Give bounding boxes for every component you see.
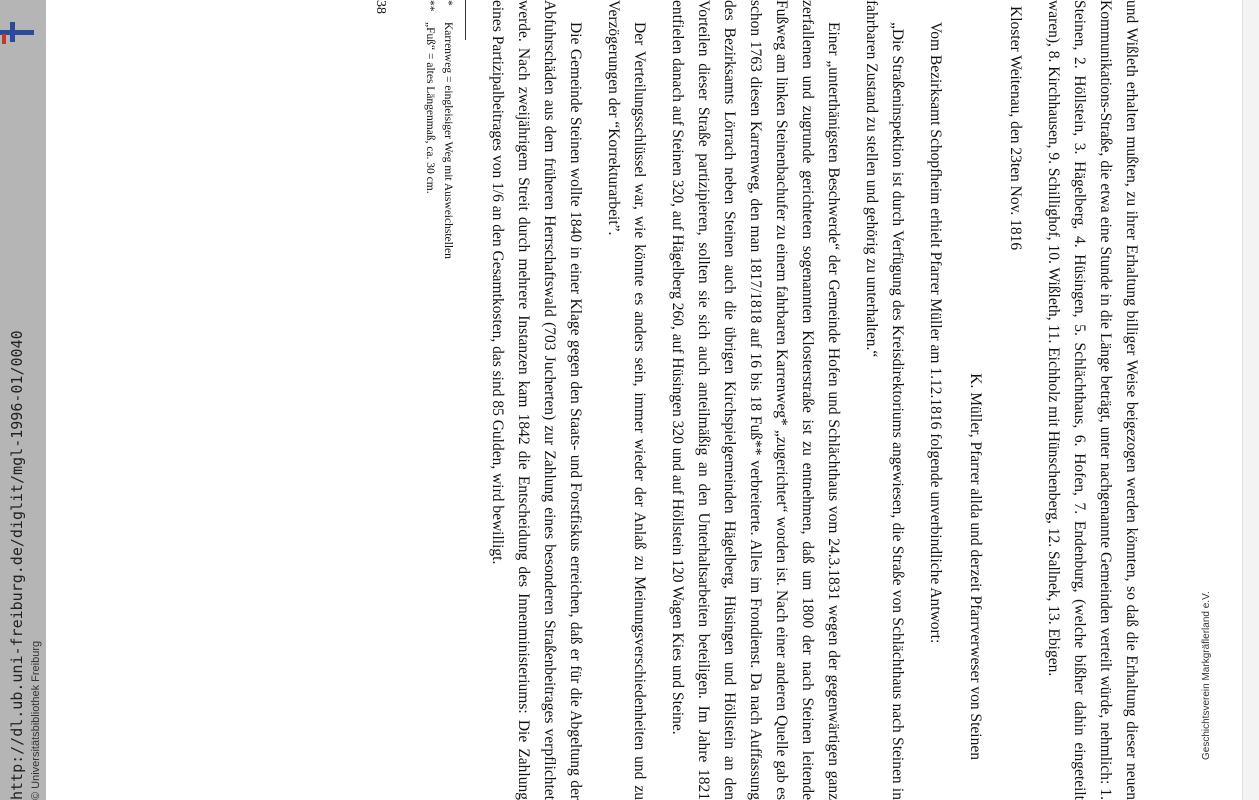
footnote	[421, 0, 439, 800]
copyright-credit: © Universitätsbibliothek Freiburg	[30, 640, 42, 800]
signature-line: K. Müller, Pfarrer allda und derzeit Pfarrverweser von Steinen	[967, 373, 984, 760]
viewer-right-edge	[1242, 0, 1259, 800]
quote: „Die Straßeninspektion ist durch Verfügung des Kreisdirektoriums angewiesen, die Straße von Schlächthaus nach Steinen in fahrbaren Zustand zu stellen und gehörig zu unterhalten.“	[863, 0, 906, 800]
footnote-mark: *	[442, 0, 454, 6]
footnote-text: „Fuß“ = altes Längenmaß, ca. 30 cm.	[424, 22, 436, 194]
page-number: 38	[373, 0, 388, 14]
viewer-sidebar	[0, 0, 46, 800]
document-page	[46, 0, 1243, 800]
paragraph: Vom Bezirksamt Schopfheim erhielt Pfarrer Müller am 1.12.1816 folgende unverbindliche Antwort:	[927, 22, 944, 644]
footnote-mark: **	[424, 0, 436, 12]
place-date-line: Kloster Weitenau, den 23ten Nov. 1816	[1007, 6, 1024, 251]
page-text	[367, 0, 1144, 800]
footnote-text: Karrenweg = eingleisiger Weg mit Ausweichstellen	[442, 22, 454, 259]
university-logo-icon	[0, 12, 40, 52]
paragraph: und Wißleth erhalten mußten, zu ihrer Erhaltung billiger Weise beigezogen werden könnten, so daß die Erhaltung dieser neuen Kommunikations-Straße, die etwa eine Stunde in die Länge beträgt, unter nachgenannte Gemeinden verteilt würde, nehmlich: 1. Steinen, 2. Höllstein, 3. Hägelberg, 4. Hüsingen, 5. Schlächthaus, 6. Hofen, 7. Endenburg, (welche bißher dahin eingeteilt waren), 8. Kirchhausen, 9. Schillighof, 10. Wißleth, 11. Eichholz mit Hünschenberg, 12. Sallnek, 13. Ebigen.	[1045, 0, 1140, 800]
society-label: Geschichtsverein Markgräflerland e.V.	[1201, 591, 1212, 760]
paragraph: Der Verteilungsschlüssel war, wie könnte es anders sein, immer wieder der Anlaß zu Meinungsverschiedenheiten und zu Verzögerungen der “Korrekturarbeit”.	[605, 0, 648, 800]
paragraph: Die Gemeinde Steinen wollte 1840 in einer Klage gegen den Staats- und Forstfiskus erreichen, daß er für die Abgeltung der Abfuhrschäden aus dem früheren Herrschaftswald (703 Jucherten) zur Zahlung eines besonderen Straßenbeitrages verpflichtet werde. Nach zweijährigem Streit durch mehrere Instanzen kam 1842 die Entscheidung des Innenministeriums: Die Zahlung eines Partizipalbeitrages von 1/6 an den Gesamtkosten, das sind 85 Gulden, wird bewilligt.	[489, 0, 584, 800]
footnote-divider	[465, 0, 466, 40]
footnote	[439, 0, 457, 800]
rotated-page-content	[144, 0, 1144, 800]
document-url[interactable]: http://dl.ub.uni-freiburg.de/diglit/mgl-1996-01/0040	[8, 330, 26, 800]
paragraph: Einer „unterthänigsten Beschwerde“ der Gemeinde Hofen und Schlächthaus vom 24.3.1831 wegen der gegenwärtigen ganz zerfallenen und zugrunde gerichteten sogenannten Klosterstraße ist zu entnehmen, daß um 1800 der nach Steinen leitende Fußweg am linken Steinenbachufer zu einem fahrbaren Karrenweg* „zugerichtet“ worden ist. Nach einer anderen Quelle gab es schon 1763 diesen Karrenweg, den man 1817/1818 auf 16 bis 18 Fuß** verbreiterte. Alles im Frondienst. Da nach Auffassung des Bezirksamts Lörrach neben Steinen auch die übrigen Kirchspielgemeinden Hägelberg, Hüsingen und Höllstein an den Vorteilen dieser Straße partizipieren, sollten sie sich auch anteilmäßig an den Unterhaltsarbeiten beteiligen. Im Jahre 1821 entfielen danach auf Steinen 320, auf Hägelberg 260, auf Hüsingen 320 und auf Höllstein 120 Wagen Kies und Steine.	[669, 0, 842, 800]
